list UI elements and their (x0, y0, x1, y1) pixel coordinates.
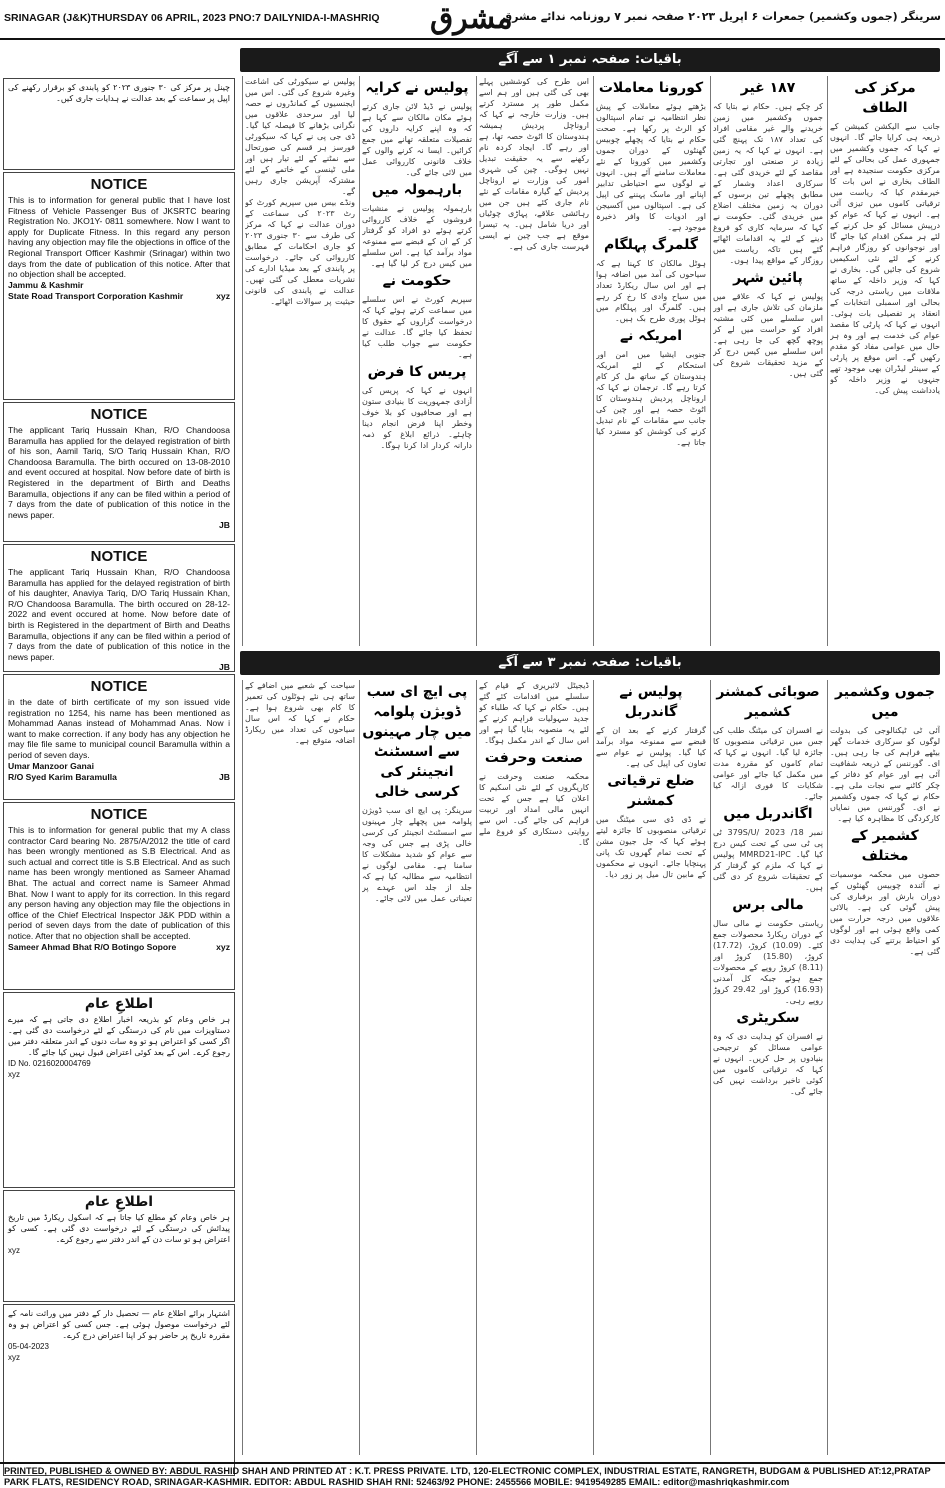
notice-signatory-address: State Road Transport Corporation Kashmir (8, 290, 184, 301)
column-rule (593, 680, 594, 1455)
continuation-banner-middle: باقیات: صفحہ نمبر ۳ سے آگے (240, 651, 940, 675)
article-body: کر چکے ہیں۔ حکام نے بتایا کہ جموں وکشمیر میں زمین خریدنے والے غیر مقامی افراد کی تعداد ۱۸۷ تک پہنچ گئی ہے۔ انہوں نے کہا کہ یہ زمین زیادہ تر صنعتی اور تجارتی مقاصد کے لئے خریدی گئی ہے۔ سرکاری اعداد وشمار کے مطابق پچھلے تین برسوں کے دوران یہ زمین مختلف اضلاع میں خریدی گئی۔ حکومت نے کہا کہ سرمایہ کاری کو فروغ دینے کے لئے یہ اقدامات اٹھائے گئے ہیں تاکہ ریاست میں روزگار کے مواقع پیدا ہوں۔ (713, 102, 823, 265)
article-column (362, 76, 472, 646)
article-column (479, 680, 589, 1455)
notice-code: JB (219, 520, 230, 531)
notice-title: NOTICE (90, 548, 148, 565)
article-body: حصوں میں محکمہ موسمیات نے آئندہ چوبیس گھنٹوں کے دوران بارش اور برفباری کی پیش گوئی کی ہے۔ بالائی علاقوں میں درجہ حرارت میں کمی واقع ہوئی ہے اور لوگوں کو احتیاط برتنے کی ہدایت دی گئی ہے۔ (830, 870, 940, 956)
article-body: نے افسران کو ہدایت دی کہ وہ عوامی مسائل کو ترجیحی بنیادوں پر حل کریں۔ انہوں نے کہا کہ ترقیاتی کاموں میں کوئی تاخیر برداشت نہیں کی جائے گی۔ (713, 1032, 823, 1096)
article-body: اس طرح کی کوششیں پہلے بھی کی گئی ہیں اور ہم اسے مکمل طور پر مسترد کرتے ہیں۔ وزارت خارجہ نے کہا کہ اروناچل پردیش ہمیشہ ہندوستان کا اٹوٹ حصہ تھا، ہے اور رہے گا۔ ایجاد کردہ نام رکھنے سے یہ حقیقت تبدیل نہیں ہوگی۔ چین کی شہری امور کی وزارت نے اروناچل پردیش کے گیارہ مقامات کے نئے نام جاری کئے ہیں جن میں رہائشی علاقے، پہاڑی چوٹیاں اور دریا شامل ہیں۔ یہ تیسرا موقع ہے جب چین نے ایسی فہرست جاری کی ہے۔ (479, 77, 589, 251)
notice-signatory-address: Sameer Ahmad Bhat R/O Botingo Sopore (8, 941, 177, 952)
notice-body: چینل پر مرکز کی ۳۰ جنوری ۲۰۲۳ کو پابندی کو برقرار رکھنے کی اپیل پر سماعت کے بعد عدالت نے ہدایات جاری کیں۔ (8, 83, 231, 103)
column-rule (242, 680, 243, 1455)
article-headline: صوبائی کمشنر کشمیر (716, 684, 820, 720)
article-headline: پی ایچ ای سب ڈویژن پلوامہ میں چار مہینوں سے اسسٹنٹ انجینئر کی کرسی خالی (362, 684, 472, 800)
notice-title: NOTICE (90, 806, 148, 823)
article-column (245, 76, 355, 646)
notice-code: xyz (216, 941, 230, 952)
article-body: نمبر 18/ 2023 /379S/U ٹی پی ٹی سی کے تحت کیس درج کیا گیا۔ MMRD21-IPC پولیس نے کہا کہ ملزم کو گرفتار کر کے تحقیقات شروع کر دی گئی ہیں۔ (713, 828, 823, 892)
article-column (713, 76, 823, 646)
public-notice-box (3, 1190, 235, 1302)
column-rule (827, 680, 828, 1455)
notice-body: The applicant Tariq Hussain Khan, R/O Chandoosa Baramulla has applied for the delayed registration of birth of his daughter, Anaviya Tariq, D/O Tariq Hussain Khan, R/O Chandoosa Baramulla. The birth occured on 28-12-2022 and event occured at home. Now before date of birth is Registered in the department of Birth and Deaths Baramulla, objections if any can be filed within a period of 7 days from the date of publication of this notice in the news paper. (8, 567, 230, 662)
notice-signature-line (8, 772, 230, 783)
imprint-line-1: PRINTED, PUBLISHED & OWNED BY: ABDUL RASHID SHAH AND PRINTED AT : K.T. PRESS PRIVATE. LTD, 120-ELECTRONIC COMPLEX, INDUSTRIAL ESTATE, RANGRETH, BUDGAM & PUBLISHED AT:12,PRATAP (4, 1466, 931, 1476)
article-headline: سکریٹری (736, 1010, 800, 1026)
article-headline: ۱۸۷ غیر (740, 80, 796, 96)
article-body: انہوں نے کہا کہ پریس کی آزادی جمہوریت کا بنیادی ستون ہے اور صحافیوں کو بلا خوف وخطر اپنا فرض انجام دینا چاہئے۔ ذرائع ابلاغ کو ذمہ دارانہ کردار ادا کرنا ہوگا۔ (362, 386, 472, 450)
article-headline: بارہمولہ میں (371, 182, 463, 198)
masthead-urdu-dateline: سرینگر (جموں وکشمیر) جمعرات ۶ اپریل ۲۰۲۳ صفحہ نمبر ۷ روزنامہ ندائے مشرق (502, 10, 941, 23)
article-body: ڈیجیٹل لائبریری کے قیام کے سلسلے میں اقدامات کئے گئے ہیں۔ حکام نے کہا کہ طلباء کو جدید سہولیات فراہم کرنے کے لئے یہ منصوبہ بنایا گیا ہے اور اس سال کے اندر مکمل ہوگا۔ (479, 681, 589, 745)
article-body: پولیس نے کہا کہ علاقے میں ملزمان کی تلاش جاری ہے اور اس سلسلے میں کئی مشتبہ افراد کو حراست میں لے کر پوچھ گچھ کی جا رہی ہے۔ اس سلسلے میں کیس درج کر کے مزید تحقیقات شروع کی گئی ہیں۔ (713, 292, 823, 378)
notice-reference: ID No. 0216020004769 (8, 1059, 91, 1068)
public-notice-box (3, 1304, 235, 1476)
article-headline: امریکہ نے (619, 328, 683, 344)
public-notice-box (3, 78, 235, 170)
notice-box (3, 544, 235, 672)
article-headline: پولیس نے کرایہ (365, 80, 469, 96)
notices-panel (3, 78, 235, 1476)
imprint-line-2: PARK FLATS, RESIDENCY ROAD, SRINAGAR-KASHMIR. EDITOR: ABDUL RASHID SHAH RNI: 52463/92 PHONE: 2455566 MOBILE: 9419549285 EMAIL: editor@mashriqkashmir.com (4, 1477, 790, 1487)
masthead (0, 0, 945, 40)
article-body: نے افسران کی میٹنگ طلب کی جس میں ترقیاتی منصوبوں کا جائزہ لیا گیا۔ انہوں نے کہا کہ تمام کاموں کو مقررہ مدت میں مکمل کیا جائے اور عوامی شکایات کا فوری ازالہ کیا جائے۔ (713, 726, 823, 801)
article-headline: کشمیر کے مختلف (851, 828, 919, 864)
newspaper-logo: مشرق (430, 1, 513, 36)
notice-signatory: Jammu & Kashmir (8, 279, 84, 290)
article-headline: مالی برس (732, 897, 804, 913)
article-headline: گلمرگ پہلگام (604, 237, 698, 253)
article-column (713, 680, 823, 1455)
article-headline: مرکز کی الطاف (854, 80, 916, 116)
notice-body: This is to information for general public that my A class contractor Card bearing No. 2875/A/2012 the title of card has been wrongly mentioned as S.B Electrical. And as such actual and correct title is S.B Electrical. And as such name has been wrongly mentioned as Sameer Ahamad Bhat. The actual and correct name is Sameer Ahmad Bhat. Now I want to apply for its correction. In this regard any person having any objection may file the objections in office of the Chief Electrical Inspector J&K PDD within a period of seven days from the date of publication of this notice. After that no objection shall be accepted. (8, 825, 230, 941)
article-headline: پائین شہر (733, 270, 803, 286)
article-body: محکمہ صنعت وحرفت نے کاریگروں کے لئے نئی اسکیم کا اعلان کیا ہے جس کے تحت انہیں مالی امداد اور تربیت فراہم کی جائے گی۔ اس سے روایتی دستکاری کو فروغ ملے گا۔ (479, 772, 589, 847)
article-body: سرینگر: پی ایچ ای سب ڈویژن پلوامہ میں پچھلے چار مہینوں سے اسسٹنٹ انجینئر کی کرسی خالی پڑی ہے جس کی وجہ سے عوام کو شدید مشکلات کا سامنا ہے۔ مقامی لوگوں نے انتظامیہ سے مطالبہ کیا ہے کہ جلد از جلد اس عہدے پر تعیناتی عمل میں لائی جائے۔ (362, 806, 472, 903)
column-rule (242, 76, 243, 646)
column-rule (827, 76, 828, 646)
notice-code: xyz (216, 290, 230, 301)
article-body: ہوٹل مالکان کا کہنا ہے کہ سیاحوں کی آمد میں اضافہ ہوا ہے اور اس سال ریکارڈ تعداد میں سیاح وادی کا رخ کر رہے ہیں۔ گلمرگ اور پہلگام میں ہوٹل پوری طرح بک ہیں۔ (596, 259, 706, 323)
notice-body: اشتہار برائے اطلاع عام — تحصیل دار کے دفتر میں وراثت نامہ کے لئے درخواست موصول ہوئی ہے۔ جس کسی کو اعتراض ہو وہ مقررہ تاریخ پر حاضر ہو کر اپنا اعتراض درج کرے۔ (8, 1309, 230, 1340)
article-column (830, 680, 940, 1455)
article-body: گرفتار کرنے کے بعد ان کے قبضے سے ممنوعہ مواد برآمد کیا گیا۔ پولیس نے عوام سے تعاون کی اپیل کی ہے۔ (596, 726, 706, 768)
article-column (596, 76, 706, 646)
article-column (362, 680, 472, 1455)
notice-title: NOTICE (90, 176, 148, 193)
article-body: نے ڈی ڈی سی میٹنگ میں ترقیاتی منصوبوں کا جائزہ لیتے ہوئے کہا کہ جل جیون مشن کے تحت تمام گھروں تک پانی پہنچایا جائے۔ انہوں نے محکموں کے مابین تال میل پر زور دیا۔ (596, 815, 706, 879)
notice-box (3, 172, 235, 400)
article-column (596, 680, 706, 1455)
notice-title: NOTICE (90, 406, 148, 423)
notice-body: ہر خاص وعام کو بذریعہ اخبار اطلاع دی جاتی ہے کہ میرے دستاویزات میں نام کی درستگی کے لئے درخواست دی گئی ہے۔ اگر کسی کو اعتراض ہو تو وہ سات دنوں کے اندر متعلقہ دفتر میں رجوع کرے۔ اس کے بعد کوئی اعتراض قبول نہیں کیا جائے گا۔ (8, 1015, 230, 1057)
article-body: بڑھتے ہوئے معاملات کے پیش نظر انتظامیہ نے تمام اسپتالوں کو الرٹ پر رکھا ہے۔ صحت حکام نے بتایا کہ پچھلے چوبیس گھنٹوں کے دوران جموں وکشمیر میں کورونا کے نئے معاملات سامنے آئے ہیں۔ انہوں نے لوگوں سے احتیاطی تدابیر اپنانے اور ماسک پہننے کی اپیل کی ہے۔ اسپتالوں میں آکسیجن اور ادویات کا وافر ذخیرہ موجود ہے۔ (596, 102, 706, 232)
article-headline: کورونا معاملات (598, 80, 704, 96)
article-body: بارہمولہ پولیس نے منشیات فروشوں کے خلاف کارروائی کرتے ہوئے دو افراد کو گرفتار کر کے ان کے قبضے سے ممنوعہ مواد برآمد کیا ہے۔ اس سلسلے میں کیس درج کر لیا گیا ہے۔ (362, 204, 472, 268)
notice-body: in the date of birth certificate of my son issued vide registration no 1254, his name has been mentioned as Mohammad Aanas instead of Mohammad Anas. Now i want to make correction. if any body has any objection he may file file same to municipal council Baramulla within a period of seven days. (8, 697, 230, 760)
notice-body: The applicant Tariq Hussain Khan, R/O Chandoosa Baramulla has applied for the delayed registration of birth of his son, Aamil Tariq, S/O Tariq Hussain Khan, R/O Chandoosa Baramulla. The birth occured on 13-08-2010 and event occured at hospital. Now before date of birth is Registered in the department of Birth and Deaths Baramulla, objections if any can be filed within a period of 7 days from the date of publication of this notice in the news paper. (8, 425, 230, 520)
notice-signature-line (8, 942, 230, 953)
article-body: سپریم کورٹ نے اس سلسلے میں سماعت کرتے ہوئے کہا کہ درخواست گزاروں کے حقوق کا تحفظ کیا جائے گا۔ عدالت نے حکومت سے جواب طلب کیا ہے۔ (362, 295, 472, 359)
notice-code: xyz (8, 1246, 20, 1255)
article-body: جنوبی ایشیا میں امن اور استحکام کے لئے امریکہ ہندوستان کے ساتھ مل کر کام کرتا رہے گا۔ ترجمان نے کہا کہ اروناچل پردیش ہندوستان کا اٹوٹ حصہ ہے اور چین کی جانب سے مقامات کے نام تبدیل کرنے کی کوشش کو مسترد کیا جاتا ہے۔ (596, 350, 706, 447)
notice-signatory: Umar Manzoor Ganai (8, 760, 94, 771)
article-body: جانب سے الیکشن کمیشن کے ذریعہ ہی کرایا جائے گا۔ انہوں نے کہا کہ جموں وکشمیر میں جمہوری عمل کی بحالی کے لئے مرکزی حکومت سنجیدہ ہے اور الطاف بخاری نے اس بات کا خیرمقدم کیا کہ ریاست میں ترقیاتی کاموں میں تیزی آئی ہے۔ انہوں نے کہا کہ عوام کو درپیش مسائل کو حل کرنے کے لئے ہر ممکن اقدام کیا جائے گا اور نوجوانوں کو روزگار فراہم کرنے کے لئے نئی اسکیمیں شروع کی جائیں گی۔ بخاری نے کہا کہ وزیر داخلہ کے ساتھ ملاقات میں ریاستی درجہ کی بحالی اور اسمبلی انتخابات کے انعقاد پر تفصیلی بات ہوئی۔ انہوں نے کہا کہ پارٹی کا مقصد عوام کی خدمت ہے اور وہ ہر حال میں عوامی مفاد کو مقدم رکھیں گے۔ اس موقع پر پارٹی کے سینئر لیڈران بھی موجود تھے جنہوں نے وزیر داخلہ کو یادداشت پیش کی۔ (830, 122, 940, 395)
column-rule (359, 76, 360, 646)
article-headline: پریس کا فرض (367, 364, 467, 380)
notice-reference: 05-04-2023 (8, 1342, 49, 1351)
column-rule (593, 76, 594, 646)
notice-title: اطلاعِ عام (84, 996, 154, 1012)
notice-code: xyz (8, 1353, 20, 1362)
article-headline: صنعت وحرفت (484, 750, 584, 766)
article-body: ونڈے بیس میں سپریم کورٹ کو رٹ ۲۰۲۳ کی سماعت کے دوران عدالت نے کہا کہ مرکز کی طرف سے ۳۰ جنوری ۲۰۲۳ کو جاری احکامات کے مطابق کارروائی کی جائے۔ درخواست پر پابندی کے بعد میڈیا ادارے کی نشریات معطل کی گئی تھیں۔ عدالت نے پابندی کی قانونی حیثیت پر سوالات اٹھائے۔ (245, 198, 355, 306)
notice-title: اطلاعِ عام (84, 1194, 154, 1210)
column-rule (359, 680, 360, 1455)
notice-body: ہر خاص وعام کو مطلع کیا جاتا ہے کہ اسکول ریکارڈ میں تاریخ پیدائش کی درستگی کے لئے درخواست دی گئی ہے۔ کسی کو اعتراض ہو تو سات دن کے اندر دفتر سے رجوع کرے۔ (8, 1213, 230, 1244)
article-column (830, 76, 940, 646)
column-rule (476, 76, 477, 646)
article-headline: حکومت نے (382, 273, 452, 289)
article-headline: اگاندربل میں (723, 806, 813, 822)
article-headline: پولیس نے گاندربل (619, 684, 683, 720)
article-body: سیاحت کے شعبے میں اضافے کے ساتھ ہی نئے ہوٹلوں کی تعمیر کا کام بھی شروع ہوا ہے۔ حکام نے کہا کہ اس سال سیاحوں کی تعداد میں ریکارڈ اضافہ متوقع ہے۔ (245, 681, 355, 745)
notice-signature-line (8, 291, 230, 302)
article-column (245, 680, 355, 1455)
column-rule (476, 680, 477, 1455)
article-body: پولیس نے ڈیڈ لائن جاری کرتے ہوئے مکان مالکان سے کہا ہے کہ وہ اپنے کرایہ داروں کی تفصیلات متعلقہ تھانے میں جمع کرائیں۔ ایسا نہ کرنے والوں کے خلاف قانونی کارروائی عمل میں لائی جائے گی۔ (362, 102, 472, 177)
article-body: پولیس نے سیکورٹی کی اشاعت وغیرہ شروع کی گئی۔ اس میں ایجنسیوں کے کمانڈروں نے حصہ لیا اور سرحدی علاقوں میں نگرانی بڑھانے کا فیصلہ کیا گیا۔ ڈی جی پی نے کہا کہ سیکورٹی فورسز ہر قسم کی صورتحال سے نمٹنے کے لئے تیار ہیں اور ملی ٹینسی کے خاتمے کے لئے مشترکہ آپریشن جاری رہیں گے۔ (245, 77, 355, 196)
article-column (479, 76, 589, 646)
column-rule (710, 680, 711, 1455)
notice-code: JB (219, 771, 230, 782)
article-body: ریاستی حکومت نے مالی سال کے دوران ریکارڈ محصولات جمع کئے۔ (10.09) کروڑ، (17.72) کروڑ، (15.80) کروڑ اور (8.11) کروڑ روپے کے محصولات جمع ہوئے جبکہ کل آمدنی (16.93) کروڑ اور 29.42 کروڑ روپے رہی۔ (713, 919, 823, 1005)
public-notice-box (3, 992, 235, 1188)
notice-code: xyz (8, 1070, 20, 1079)
imprint-footer (0, 1462, 945, 1488)
notice-code: JB (219, 662, 230, 672)
masthead-dateline: SRINAGAR (J&K)THURSDAY 06 APRIL, 2023 PNO:7 DAILYNIDA-I-MASHRIQ (4, 12, 380, 24)
notice-signature-line (8, 662, 230, 672)
article-headline: جموں وکشمیر میں (835, 684, 935, 720)
article-body: آئی ٹی ٹیکنالوجی کی بدولت لوگوں کو سرکاری خدمات گھر بیٹھے فراہم کی جا رہی ہیں۔ ای۔ گورننس کے ذریعہ شفافیت آئی ہے اور عوام کو دفاتر کے چکر کاٹنے سے نجات ملی ہے۔ حکام نے کہا کہ جموں وکشمیر نے ای۔ گورننس میں نمایاں کارکردگی کا مظاہرہ کیا ہے۔ (830, 726, 940, 823)
notice-title: NOTICE (90, 678, 148, 695)
notice-signatory-address: R/O Syed Karim Baramulla (8, 771, 117, 782)
article-headline: ضلع ترقیاتی کمشنر (607, 773, 695, 809)
notice-box (3, 802, 235, 990)
notice-body: This is to information for general public that I have lost Fitness of Vehicle Passenger Bus of JKSRTC bearing Registration No. JKO1Y- 0811 somewhere. Now I want to apply for Duplicate Fitness. In this regard any person having any objection may file the objections in office of the Regional Transport Officer Kashmir (Srinagar) within two days from the date of publication of this notice. After that no objection shall be accepted. (8, 195, 230, 280)
notice-box (3, 674, 235, 800)
notice-signature-line (8, 520, 230, 531)
notice-box (3, 402, 235, 542)
column-rule (710, 76, 711, 646)
continuation-banner-top: باقیات: صفحہ نمبر ۱ سے آگے (240, 48, 940, 72)
